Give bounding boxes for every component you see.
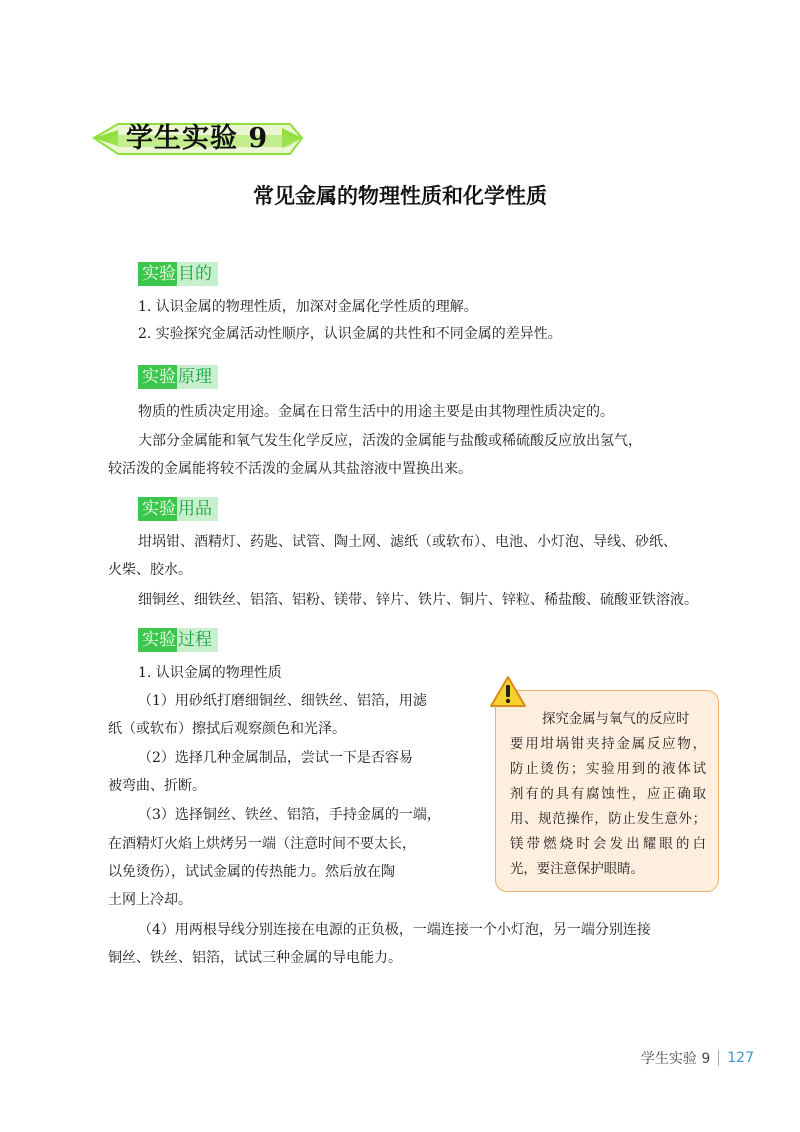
principle-line-2: 大部分金属能和氧气发生化学反应，活泼的金属能与盐酸或稀硫酸反应放出氢气， bbox=[138, 433, 642, 449]
section-heading-prefix: 实验 bbox=[138, 497, 177, 521]
section-heading-supplies bbox=[138, 497, 218, 521]
note-line-2: 要用坩埚钳夹持金属反应物， bbox=[510, 737, 706, 752]
section-heading-suffix: 用品 bbox=[177, 497, 218, 521]
section-heading-suffix: 原理 bbox=[177, 365, 218, 389]
note-line-6: 镁带燃烧时会发出耀眼的白 bbox=[510, 837, 706, 852]
process-line-9: 土网上冷却。 bbox=[108, 892, 192, 908]
purpose-line-2: 2. 实验探究金属活动性顺序，认识金属的共性和不同金属的差异性。 bbox=[138, 326, 562, 342]
supplies-line-3: 细铜丝、细铁丝、铝箔、铝粉、镁带、锌片、铁片、铜片、锌粒、稀盐酸、硫酸亚铁溶液。 bbox=[138, 592, 698, 608]
section-heading-suffix: 目的 bbox=[177, 262, 218, 286]
principle-line-1: 物质的性质决定用途。金属在日常生活中的用途主要是由其物理性质决定的。 bbox=[138, 404, 614, 420]
note-line-7: 光，要注意保护眼睛。 bbox=[510, 862, 644, 877]
section-heading-process bbox=[138, 628, 218, 652]
safety-note-box bbox=[495, 690, 719, 892]
page-title: 常见金属的物理性质和化学性质 bbox=[253, 183, 547, 208]
section-heading-suffix: 过程 bbox=[177, 628, 218, 652]
process-line-10: （4）用两根导线分别连接在电源的正负极，一端连接一个小灯泡，另一端分别连接 bbox=[138, 922, 651, 938]
section-heading-prefix: 实验 bbox=[138, 628, 177, 652]
note-line-1: 探究金属与氧气的反应时 bbox=[542, 712, 690, 727]
banner-title: 学生实验 9 bbox=[126, 123, 269, 154]
process-line-8: 以免烫伤），试试金属的传热能力。然后放在陶 bbox=[108, 864, 395, 880]
process-line-1: 1. 认识金属的物理性质 bbox=[138, 665, 282, 681]
note-line-3: 防止烫伤；实验用到的液体试 bbox=[510, 762, 706, 777]
section-heading-purpose bbox=[138, 262, 218, 286]
principle-line-3: 较活泼的金属能将较不活泼的金属从其盐溶液中置换出来。 bbox=[108, 461, 472, 477]
experiment-banner bbox=[92, 108, 304, 164]
supplies-line-1: 坩埚钳、酒精灯、药匙、试管、陶土网、滤纸（或软布）、电池、小灯泡、导线、砂纸、 bbox=[138, 534, 677, 550]
section-heading-prefix: 实验 bbox=[138, 365, 177, 389]
supplies-line-2: 火柴、胶水。 bbox=[108, 562, 192, 578]
process-line-4: （2）选择几种金属制品，尝试一下是否容易 bbox=[138, 750, 413, 766]
process-line-6: （3）选择铜丝、铁丝、铝箔，手持金属的一端， bbox=[138, 807, 441, 823]
section-heading-principle bbox=[138, 365, 218, 389]
process-line-5: 被弯曲、折断。 bbox=[108, 778, 206, 794]
page-footer bbox=[641, 1048, 754, 1068]
process-line-3: 纸（或软布）擦拭后观察颜色和光泽。 bbox=[108, 721, 346, 737]
process-line-11: 铜丝、铁丝、铝箔，试试三种金属的导电能力。 bbox=[108, 950, 402, 966]
note-line-5: 用、规范操作，防止发生意外； bbox=[510, 812, 706, 827]
section-heading-prefix: 实验 bbox=[138, 262, 177, 286]
page-number: 127 bbox=[727, 1050, 754, 1066]
process-line-2: （1）用砂纸打磨细铜丝、细铁丝、铝箔，用滤 bbox=[138, 693, 427, 709]
footer-label: 学生实验 9 bbox=[640, 1051, 711, 1067]
footer-divider bbox=[718, 1050, 719, 1066]
process-line-7: 在酒精灯火焰上烘烤另一端（注意时间不要太长， bbox=[108, 836, 416, 852]
note-line-4: 剂有的具有腐蚀性，应正确取 bbox=[510, 787, 706, 802]
warning-triangle-icon bbox=[489, 675, 527, 709]
purpose-line-1: 1. 认识金属的物理性质，加深对金属化学性质的理解。 bbox=[138, 299, 478, 315]
